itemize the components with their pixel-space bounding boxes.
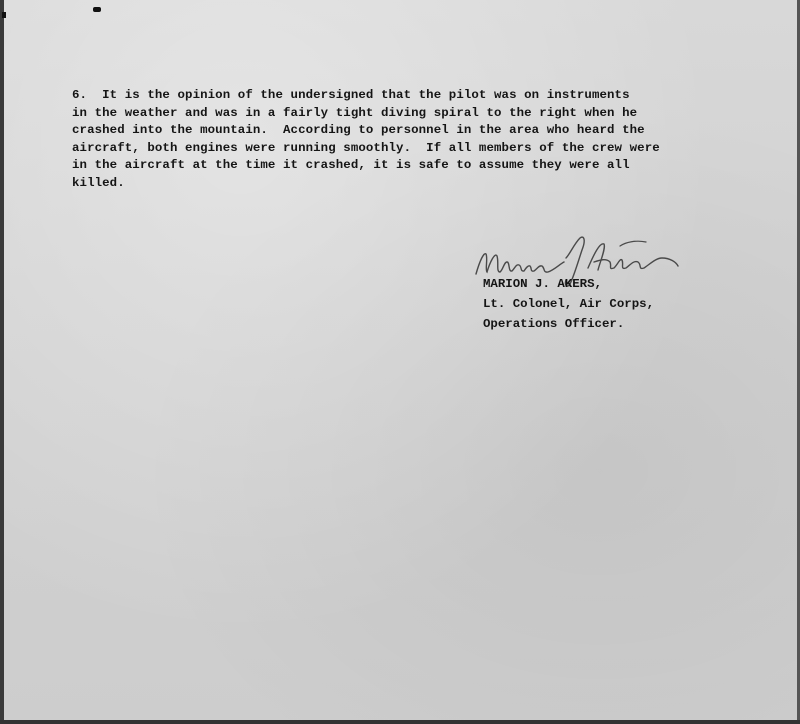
signer-rank: Lt. Colonel, Air Corps, xyxy=(483,297,655,311)
paragraph-line: aircraft, both engines were running smoothly. If all members of the crew were xyxy=(72,140,660,155)
signer-name: MARION J. AKERS, xyxy=(483,277,602,291)
scan-edge-bottom xyxy=(0,720,800,724)
signer-title: Operations Officer. xyxy=(483,317,625,331)
scan-edge-left xyxy=(0,0,4,724)
paragraph-line: in the aircraft at the time it crashed, it is safe to assume they were all xyxy=(72,158,630,173)
paragraph-line: crashed into the mountain. According to personnel in the area who heard the xyxy=(72,123,645,138)
signature-block xyxy=(483,274,654,334)
paragraph-line: 6. It is the opinion of the undersigned that the pilot was on instruments xyxy=(72,88,630,102)
ink-speck xyxy=(93,7,101,12)
paragraph-line: in the weather and was in a fairly tight diving spiral to the right when he xyxy=(72,105,638,120)
paragraph-line: killed. xyxy=(72,175,125,190)
signature-area xyxy=(470,232,770,342)
body-paragraph xyxy=(72,87,762,193)
ink-speck xyxy=(2,12,6,18)
